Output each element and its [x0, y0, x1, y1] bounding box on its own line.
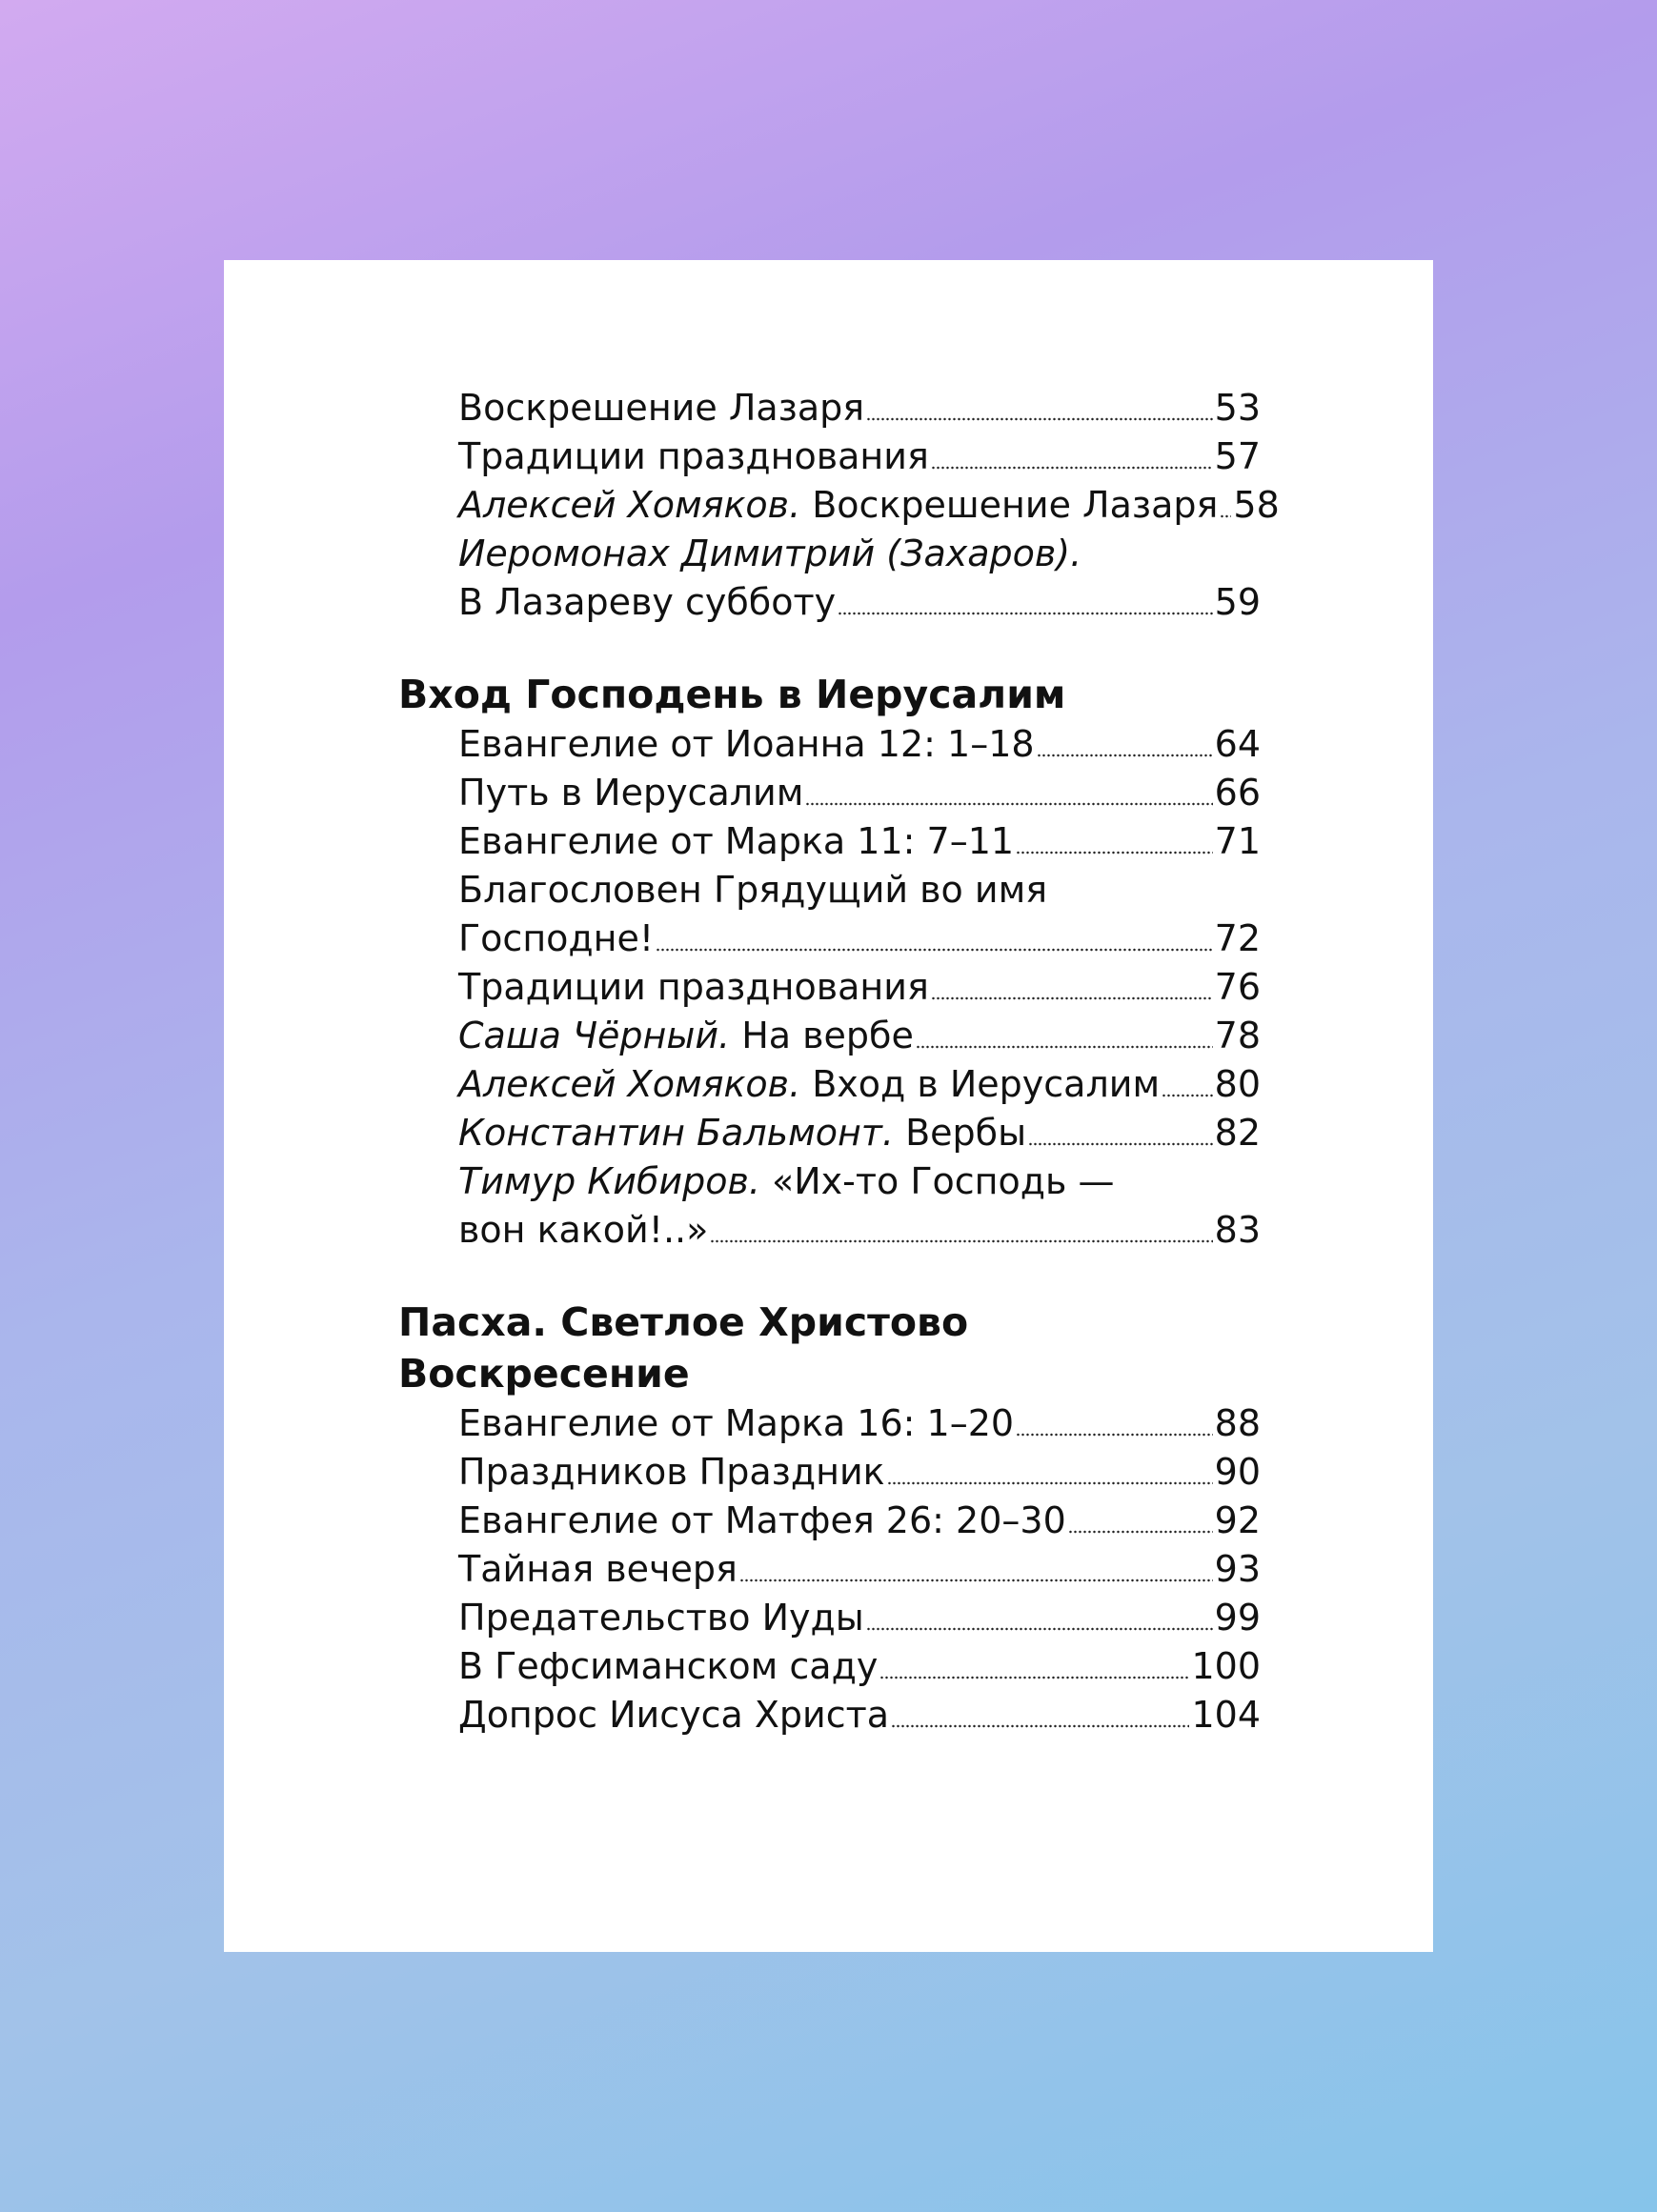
- entry-title: Путь в Иерусалим: [458, 772, 804, 814]
- toc-entry[interactable]: [398, 817, 1261, 866]
- page-number: 78: [1214, 1015, 1261, 1056]
- entry-title: Предательство Иуды: [458, 1597, 864, 1639]
- dot-leader: [1068, 1530, 1213, 1534]
- entry-author: Алексей Хомяков.: [458, 1063, 801, 1105]
- section-heading: Вход Господень в Иерусалим: [398, 672, 1066, 717]
- toc-entry[interactable]: [398, 1497, 1261, 1545]
- entry-author: Алексей Хомяков.: [458, 484, 801, 526]
- toc-entry-first-line[interactable]: [398, 866, 1261, 915]
- page-number: 57: [1214, 435, 1261, 477]
- toc-entry[interactable]: [398, 1448, 1261, 1497]
- entry-title: Господне!: [458, 917, 655, 959]
- table-of-contents: [398, 384, 1280, 1739]
- toc-entry[interactable]: [398, 769, 1261, 817]
- dot-leader: [805, 802, 1212, 806]
- page-number: 58: [1233, 484, 1280, 526]
- dot-leader: [891, 1724, 1189, 1728]
- dot-leader: [656, 948, 1213, 952]
- dot-leader: [887, 1481, 1213, 1485]
- entry-title-text: На вербе: [730, 1015, 914, 1056]
- toc-entry[interactable]: [398, 384, 1261, 432]
- entry-title: [458, 1012, 914, 1060]
- page-number: 72: [1214, 917, 1261, 959]
- entry-title: [458, 481, 1218, 530]
- entry-title: Традиции празднования: [458, 435, 929, 477]
- entry-title-text: Вход в Иерусалим: [800, 1063, 1161, 1105]
- toc-entry[interactable]: [398, 1594, 1261, 1642]
- entry-title-text: Вербы: [894, 1112, 1027, 1154]
- dot-leader: [1220, 514, 1231, 518]
- entry-title: В Гефсиманском саду: [458, 1645, 879, 1687]
- entry-author: Саша Чёрный.: [458, 1015, 731, 1056]
- toc-entry[interactable]: [398, 1012, 1261, 1060]
- page-number: 88: [1214, 1402, 1261, 1444]
- entry-title: [458, 1109, 1026, 1157]
- toc-entry[interactable]: [398, 1642, 1261, 1691]
- dot-leader: [838, 612, 1213, 615]
- entry-title: Благословен Грядущий во имя: [458, 869, 1048, 911]
- toc-entry[interactable]: [398, 481, 1280, 530]
- toc-entry[interactable]: [398, 432, 1261, 481]
- entry-title-text: «Их-то Господь —: [759, 1160, 1115, 1202]
- page-number: 76: [1214, 966, 1261, 1008]
- entry-title: Воскрешение Лазаря: [458, 387, 865, 429]
- toc-entry[interactable]: [398, 915, 1261, 963]
- entry-title: Праздников Праздник: [458, 1451, 885, 1493]
- toc-entry[interactable]: [398, 1399, 1261, 1448]
- entry-title: Евангелие от Марка 11: 7–11: [458, 820, 1015, 862]
- page-number: 71: [1214, 820, 1261, 862]
- toc-entry-first-line[interactable]: [398, 530, 1261, 578]
- dot-leader: [1016, 851, 1213, 855]
- entry-title: Евангелие от Матфея 26: 20–30: [458, 1499, 1066, 1541]
- entry-title: Допрос Иисуса Христа: [458, 1694, 890, 1736]
- entry-title-text: Воскрешение Лазаря: [800, 484, 1219, 526]
- page-number: 93: [1214, 1548, 1261, 1590]
- toc-entry[interactable]: [398, 1206, 1261, 1255]
- dot-leader: [879, 1676, 1189, 1679]
- page-number: 83: [1214, 1209, 1261, 1251]
- dot-leader: [1016, 1433, 1213, 1437]
- dot-leader: [931, 996, 1213, 1000]
- entry-title: В Лазареву субботу: [458, 581, 837, 623]
- page-number: 99: [1214, 1597, 1261, 1639]
- page-number: 53: [1214, 387, 1261, 429]
- toc-entry[interactable]: [398, 1109, 1261, 1157]
- page-number: 92: [1214, 1499, 1261, 1541]
- dot-leader: [710, 1239, 1212, 1243]
- dot-leader: [1037, 754, 1213, 757]
- entry-author: Тимур Кибиров.: [458, 1160, 760, 1202]
- page-number: 82: [1214, 1112, 1261, 1154]
- toc-entry[interactable]: [398, 1060, 1261, 1109]
- entry-title: Тайная вечеря: [458, 1548, 738, 1590]
- entry-title: Традиции празднования: [458, 966, 929, 1008]
- dot-leader: [866, 417, 1212, 421]
- entry-title: Евангелие от Марка 16: 1–20: [458, 1402, 1015, 1444]
- toc-entry[interactable]: [398, 578, 1261, 627]
- toc-entry[interactable]: [398, 720, 1261, 769]
- page-number: 64: [1214, 723, 1261, 765]
- dot-leader: [931, 466, 1213, 470]
- page-number: 104: [1191, 1694, 1261, 1736]
- book-page: [224, 260, 1433, 1952]
- entry-title: вон какой!..»: [458, 1209, 709, 1251]
- toc-entry-first-line[interactable]: [398, 1157, 1261, 1206]
- page-number: 66: [1214, 772, 1261, 814]
- entry-title: [458, 1060, 1160, 1109]
- page-number: 90: [1214, 1451, 1261, 1493]
- dot-leader: [1162, 1094, 1213, 1097]
- entry-title: Евангелие от Иоанна 12: 1–18: [458, 723, 1035, 765]
- entry-author: Иеромонах Димитрий (Захаров).: [458, 533, 1082, 574]
- dot-leader: [739, 1579, 1213, 1582]
- page-number: 59: [1214, 581, 1261, 623]
- dot-leader: [1028, 1142, 1213, 1146]
- entry-author: Константин Бальмонт.: [458, 1112, 895, 1154]
- page-number: 100: [1191, 1645, 1261, 1687]
- page-number: 80: [1214, 1063, 1261, 1105]
- dot-leader: [866, 1627, 1213, 1631]
- dot-leader: [916, 1045, 1213, 1049]
- section-heading: Пасха. Светлое Христово Воскресение: [398, 1299, 969, 1397]
- toc-entry[interactable]: [398, 963, 1261, 1012]
- toc-entry[interactable]: [398, 1691, 1261, 1739]
- toc-entry[interactable]: [398, 1545, 1261, 1594]
